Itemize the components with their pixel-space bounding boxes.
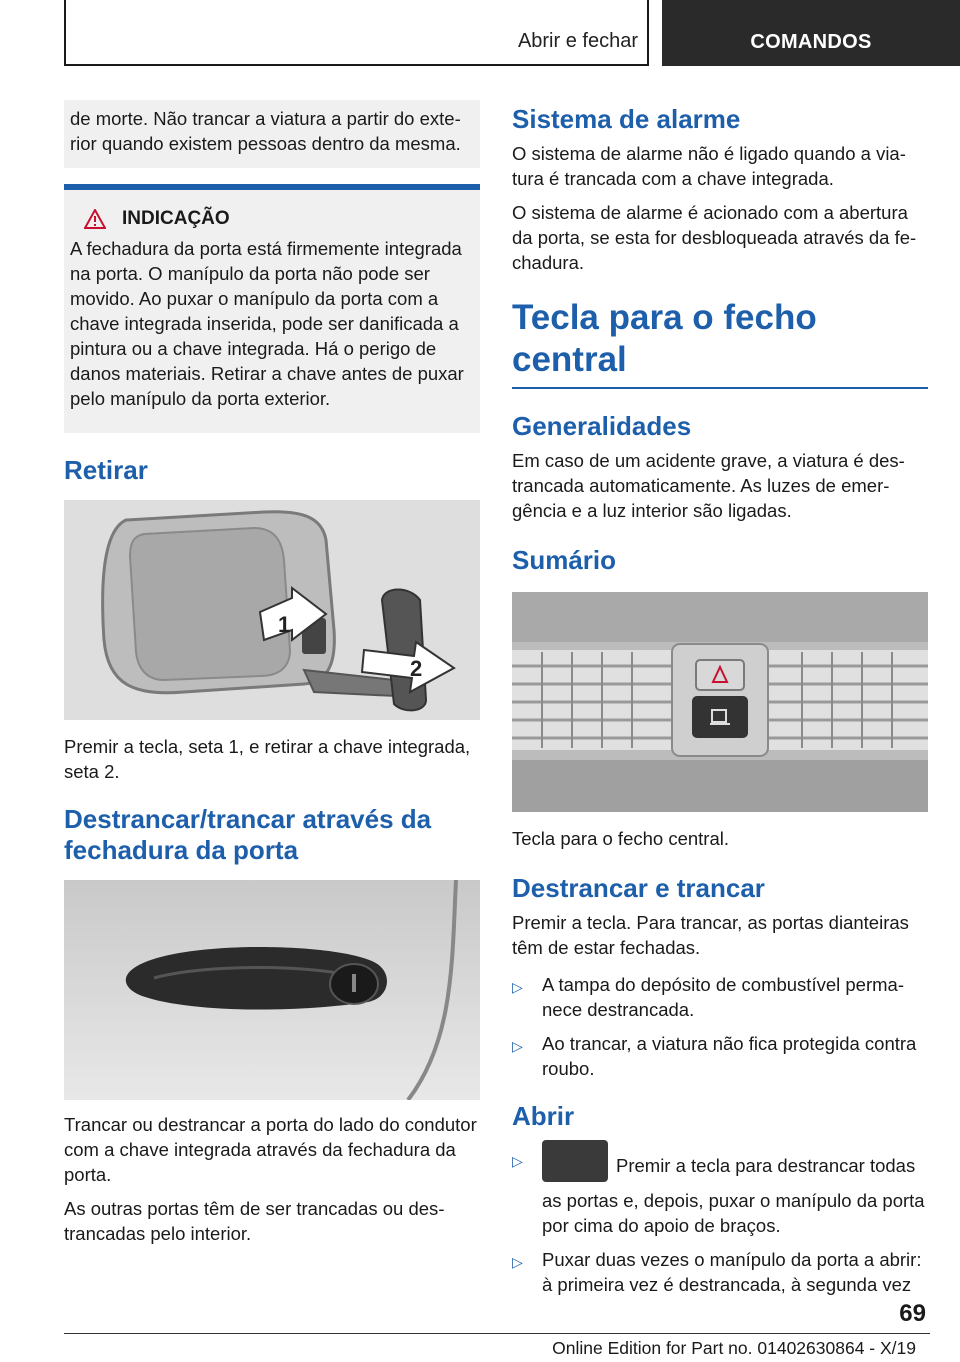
arrow-label-1: 1 — [278, 612, 291, 637]
alarme-text-1: O sistema de alarme não é ligado quando a viatura é trancada com a chave integrada. — [512, 143, 906, 189]
heading-generalidades: Generalidades — [512, 411, 692, 441]
bullet-triangle-icon: ▷ — [512, 1038, 523, 1054]
footer-edition: Online Edition for Part no. 01402630864 - X/19 — [552, 1338, 916, 1358]
heading-retirar: Retirar — [64, 455, 148, 485]
arrow-label-2: 2 — [410, 656, 423, 681]
notice-title: INDICAÇÃO — [122, 208, 230, 229]
bullet-list-1 — [512, 972, 928, 1081]
left-column — [64, 100, 480, 1255]
notice-heading — [84, 208, 474, 230]
warning-continuation — [64, 100, 480, 168]
destrancar-text-1: Trancar ou destrancar a porta do lado do condutor com a chave integrada através da fechadura da porta. — [64, 1114, 477, 1185]
heading-tecla-fecho: Tecla para o fecho central — [512, 298, 817, 379]
notice-block — [64, 184, 480, 433]
bullet-triangle-icon: ▷ — [512, 979, 523, 995]
figure-caption: Tecla para o fecho central. — [512, 828, 729, 849]
key-removal-illustration — [64, 500, 480, 720]
figure-central-lock-button — [512, 592, 928, 812]
list-item: ▷ Ao trancar, a viatura não fica protegida contra roubo. — [512, 1033, 917, 1079]
chapter-heading-block — [512, 297, 928, 389]
list-item: ▷ Puxar duas vezes o manípulo da porta a abrir: à primeira vez é destrancada, à segunda vez — [512, 1249, 922, 1295]
generalidades-text: Em caso de um acidente grave, a viatura é destrancada automaticamente. As luzes de emergência e a luz interior são ligadas. — [512, 450, 905, 521]
door-handle-illustration — [64, 880, 480, 1100]
page-number: 69 — [899, 1300, 926, 1327]
destrancar-trancar-text: Premir a tecla. Para trancar, as portas dianteiras têm de estar fechadas. — [512, 912, 909, 958]
bullet-list-2 — [512, 1146, 928, 1297]
right-column — [512, 100, 928, 1306]
list-item: ▷ A tampa do depósito de combustível permanece destrancada. — [512, 974, 904, 1020]
heading-alarme: Sistema de alarme — [512, 104, 741, 134]
list-item: ▷ Premir a tecla para destrancar todas as portas e, depois, puxar o manípulo da porta por cima do apoio de braços. — [512, 1146, 928, 1238]
header-chapter-tab: COMANDOS — [662, 0, 960, 66]
warning-triangle-icon — [84, 209, 106, 229]
central-lock-button-icon — [542, 1140, 608, 1182]
figure-key-removal — [64, 500, 480, 720]
figure-door-lock — [64, 880, 480, 1100]
heading-abrir: Abrir — [512, 1101, 575, 1131]
footer-rule — [64, 1333, 930, 1334]
notice-text: A fechadura da porta está firmemente integrada na porta. O manípulo da porta não pode ser movido. Ao puxar o manípulo da porta com a chave integrada inserida, pode ser danificada a pintura ou a chave integrada. Há o perigo de danos materiais. Retirar a chave antes de puxar pelo manípulo da porta exterior. — [70, 238, 464, 409]
bullet-triangle-icon: ▷ — [512, 1254, 523, 1270]
retirar-text: Premir a tecla, seta 1, e retirar a chave integrada, seta 2. — [64, 736, 471, 782]
warning-continuation-text: de morte. Não trancar a viatura a partir do exterior quando existem pessoas dentro da mesma. — [70, 108, 461, 154]
heading-destrancar: Destrancar/trancar através da fechadura da porta — [64, 804, 432, 865]
bullet-triangle-icon: ▷ — [512, 1153, 523, 1169]
alarme-text-2: O sistema de alarme é acionado com a abertura da porta, se esta for desbloqueada através da fechadura. — [512, 202, 917, 273]
dashboard-vent-illustration — [512, 592, 928, 812]
heading-sumario: Sumário — [512, 545, 617, 575]
header-section-title: Abrir e fechar — [517, 30, 638, 52]
destrancar-text-2: As outras portas têm de ser trancadas ou destrancadas pelo interior. — [64, 1198, 445, 1244]
heading-destrancar-trancar: Destrancar e trancar — [512, 873, 765, 903]
